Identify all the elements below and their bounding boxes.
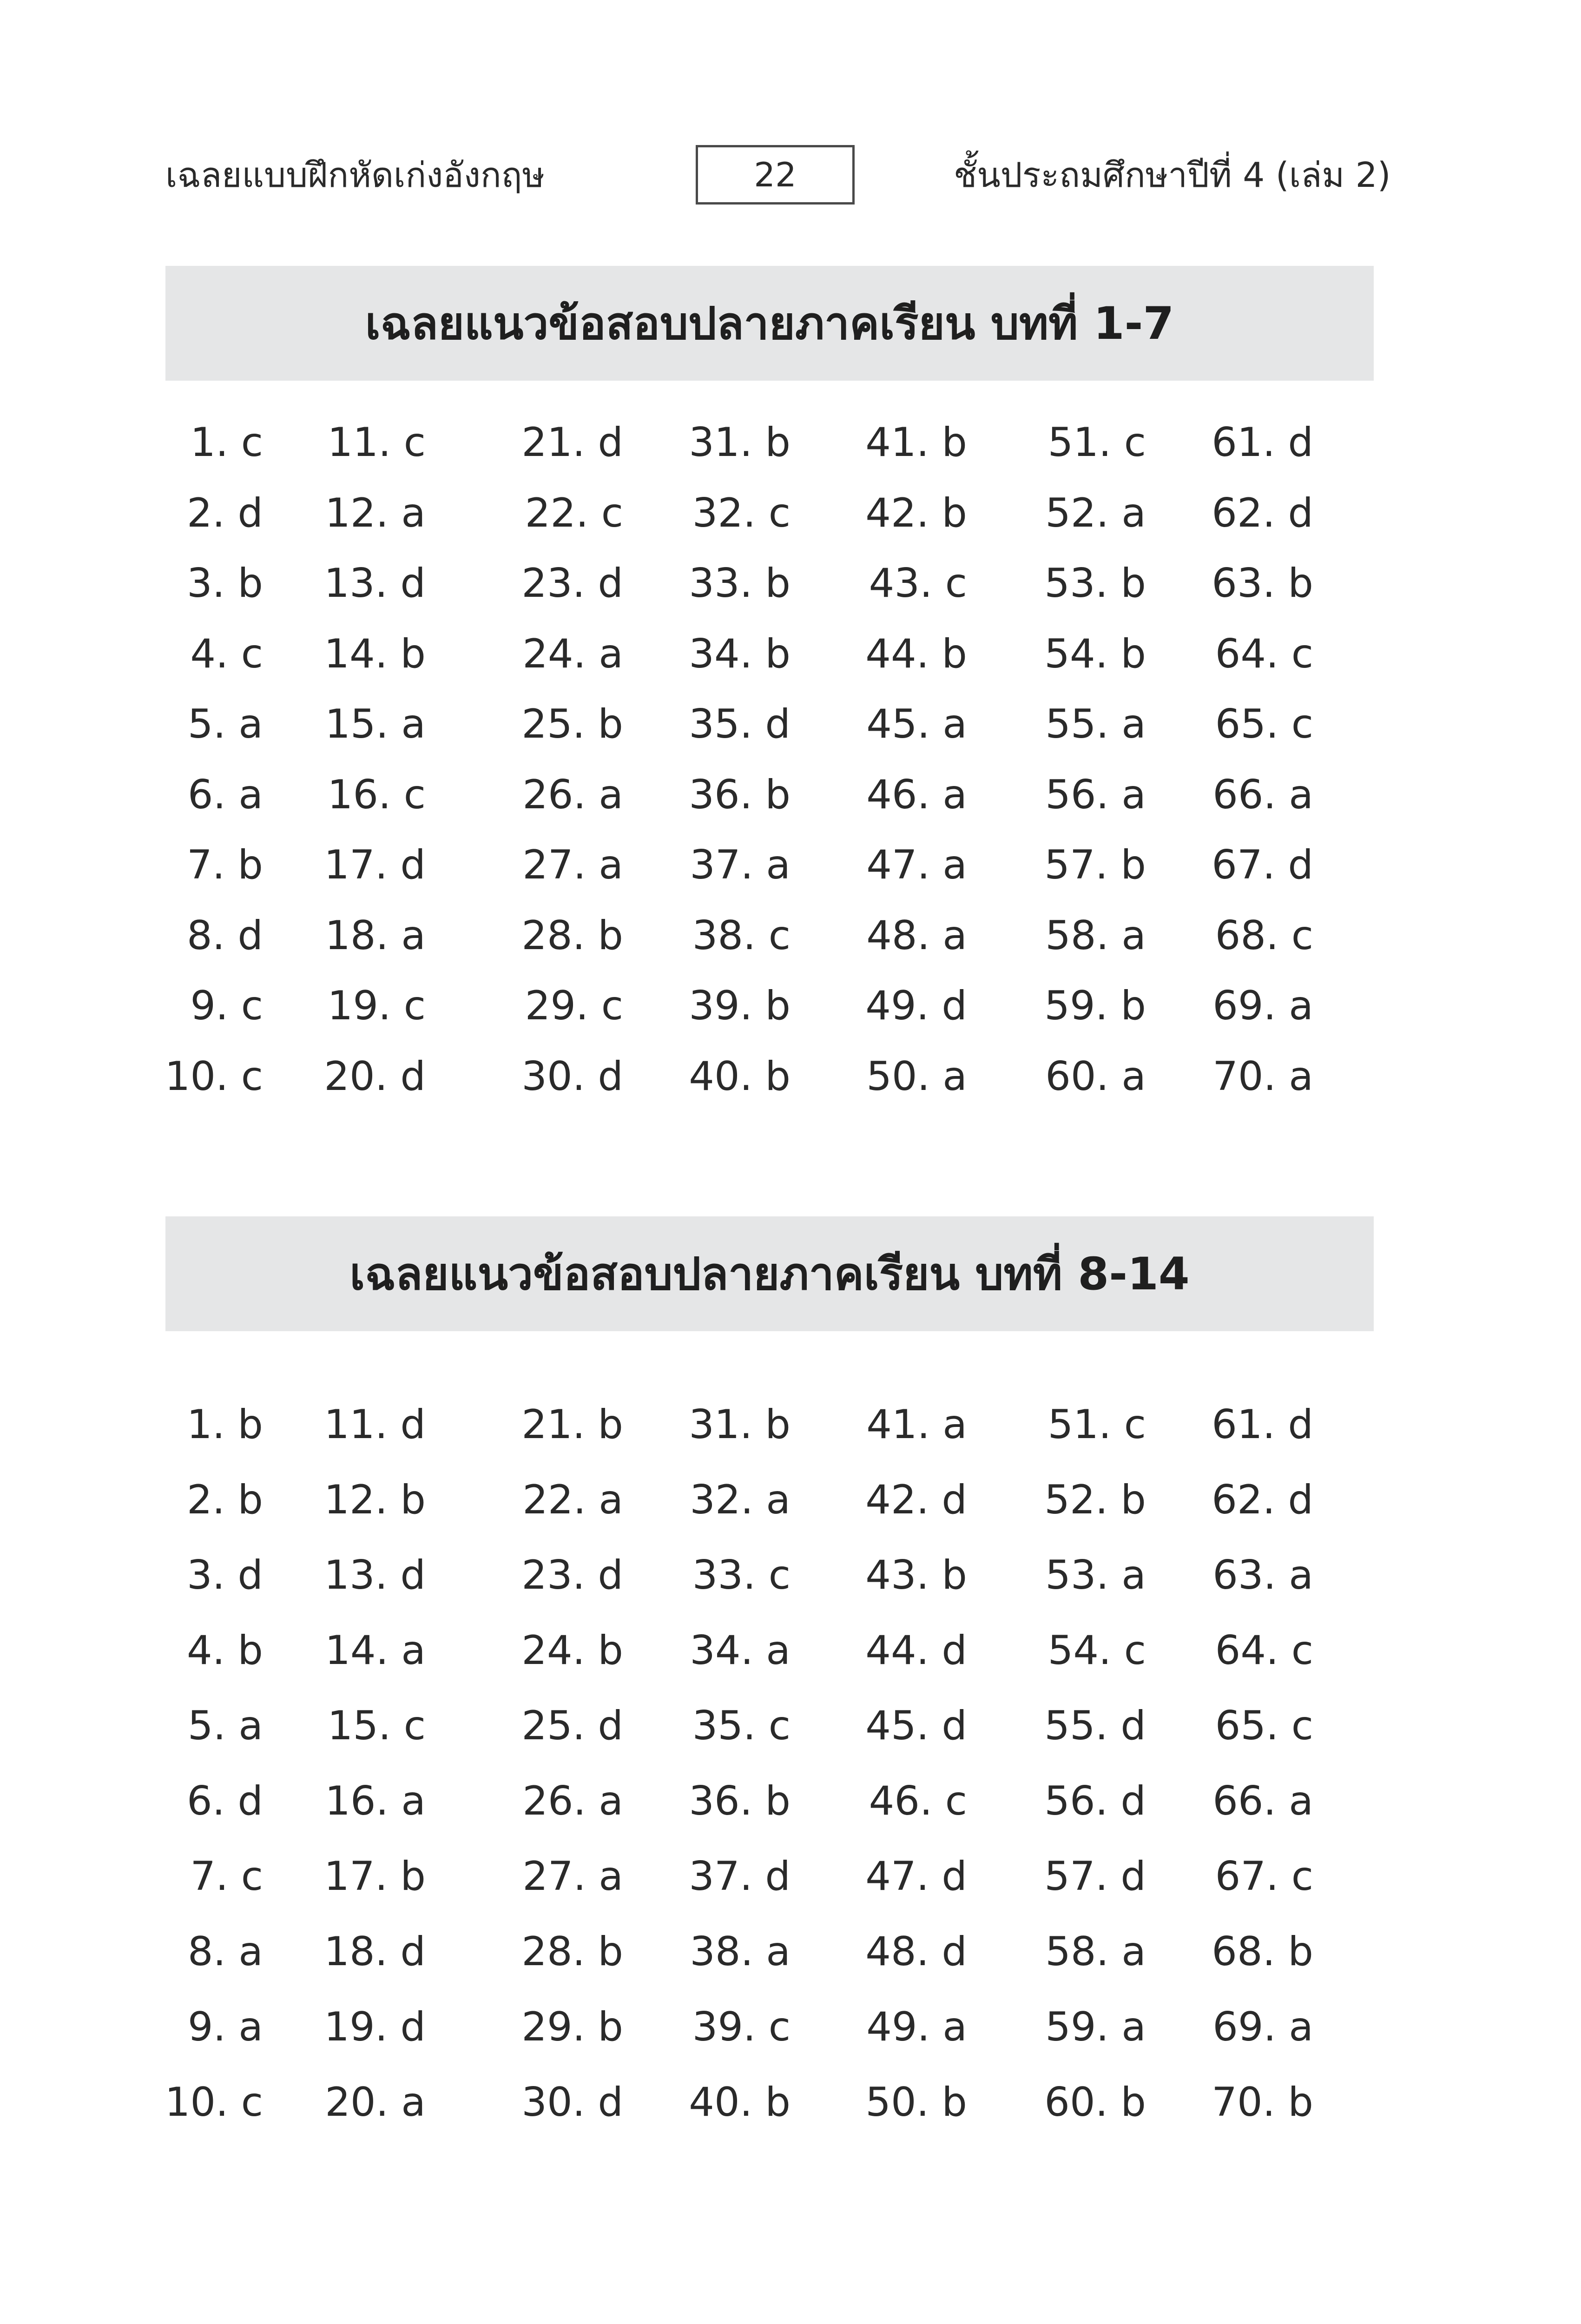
answer-item: 38. c: [692, 912, 790, 959]
answer-item: 42. b: [865, 490, 967, 536]
answer-item: 46. a: [866, 772, 967, 818]
answer-item: 51. c: [1047, 419, 1146, 466]
answer-item: 37. d: [689, 1853, 790, 1900]
answer-item: 34. a: [690, 1627, 790, 1674]
answer-item: 28. b: [521, 912, 623, 959]
answer-item: 22. a: [522, 1477, 623, 1523]
answer-item: 13. d: [324, 560, 426, 607]
answer-item: 14. a: [325, 1627, 426, 1674]
answer-item: 49. a: [866, 2004, 967, 2050]
answer-item: 50. b: [865, 2079, 967, 2126]
answer-item: 57. d: [1044, 1853, 1146, 1900]
answer-item: 10. c: [165, 1053, 263, 1100]
answer-item: 24. a: [522, 631, 623, 677]
answer-item: 63. b: [1212, 560, 1313, 607]
answer-item: 30. d: [521, 2079, 623, 2126]
answer-item: 15. c: [327, 1703, 426, 1749]
answer-item: 27. a: [522, 1853, 623, 1900]
answer-item: 16. a: [325, 1778, 426, 1824]
answer-item: 22. c: [525, 490, 623, 536]
answer-item: 20. a: [325, 2079, 426, 2126]
answer-item: 25. d: [521, 1703, 623, 1749]
answer-item: 51. c: [1047, 1401, 1146, 1448]
answer-item: 61. d: [1212, 1401, 1313, 1448]
answer-item: 26. a: [522, 772, 623, 818]
answer-item: 23. d: [521, 1552, 623, 1598]
answer-item: 21. b: [521, 1401, 623, 1448]
answer-item: 67. c: [1215, 1853, 1313, 1900]
answer-item: 25. b: [521, 701, 623, 747]
answer-item: 6. a: [187, 772, 263, 818]
answer-item: 19. d: [324, 2004, 426, 2050]
answer-item: 60. a: [1045, 1053, 1146, 1100]
answer-item: 13. d: [324, 1552, 426, 1598]
answer-item: 61. d: [1212, 419, 1313, 466]
answer-item: 41. a: [866, 1401, 967, 1448]
answer-item: 2. b: [187, 1477, 263, 1523]
answer-item: 9. c: [190, 983, 263, 1029]
answer-item: 32. a: [690, 1477, 790, 1523]
answer-item: 58. a: [1045, 1928, 1146, 1975]
answer-item: 37. a: [690, 842, 790, 888]
answer-item: 64. c: [1215, 631, 1313, 677]
answer-item: 33. c: [692, 1552, 790, 1598]
answer-item: 36. b: [689, 1778, 790, 1824]
answer-item: 7. c: [190, 1853, 263, 1900]
book-title: เฉลยแบบฝึกหัดเก่งอังกฤษ: [165, 155, 545, 195]
answer-item: 45. a: [866, 701, 967, 747]
answer-item: 42. d: [865, 1477, 967, 1523]
answer-item: 32. c: [692, 490, 790, 536]
answer-item: 18. d: [324, 1928, 426, 1975]
answer-item: 69. a: [1212, 983, 1313, 1029]
answer-item: 33. b: [689, 560, 790, 607]
answer-item: 46. c: [869, 1778, 967, 1824]
section-title-banner: [165, 1216, 1374, 1331]
answer-item: 70. b: [1212, 2079, 1313, 2126]
answer-item: 68. b: [1212, 1928, 1313, 1975]
answer-item: 29. c: [525, 983, 623, 1029]
answer-item: 3. d: [187, 1552, 263, 1598]
answer-item: 15. a: [325, 701, 426, 747]
answer-item: 56. a: [1045, 772, 1146, 818]
answer-item: 54. c: [1047, 1627, 1146, 1674]
answer-item: 70. a: [1212, 1053, 1313, 1100]
answer-item: 7. b: [187, 842, 263, 888]
answer-item: 67. d: [1212, 842, 1313, 888]
answer-item: 53. a: [1045, 1552, 1146, 1598]
answer-item: 24. b: [521, 1627, 623, 1674]
answer-item: 59. a: [1045, 2004, 1146, 2050]
answer-item: 39. c: [692, 2004, 790, 2050]
answer-item: 44. d: [865, 1627, 967, 1674]
answer-item: 40. b: [689, 2079, 790, 2126]
answer-item: 4. c: [190, 631, 263, 677]
answer-item: 8. d: [187, 912, 263, 959]
answer-section-1: [165, 266, 1374, 1100]
answer-item: 17. d: [324, 842, 426, 888]
answer-item: 9. a: [187, 2004, 263, 2050]
answer-item: 59. b: [1044, 983, 1146, 1029]
answer-item: 55. d: [1044, 1703, 1146, 1749]
section-title-banner: [165, 266, 1374, 381]
answer-item: 16. c: [327, 772, 426, 818]
answer-item: 5. a: [187, 1703, 263, 1749]
answer-item: 40. b: [689, 1053, 790, 1100]
answer-item: 49. d: [865, 983, 967, 1029]
answer-item: 19. c: [327, 983, 426, 1029]
section-title: เฉลยแนวข้อสอบปลายภาคเรียน บทที่ 8-14: [349, 1248, 1190, 1300]
answer-item: 56. d: [1044, 1778, 1146, 1824]
answer-item: 23. d: [521, 560, 623, 607]
answer-item: 17. b: [324, 1853, 426, 1900]
section-title: เฉลยแนวข้อสอบปลายภาคเรียน บทที่ 1-7: [365, 297, 1174, 350]
answer-item: 44. b: [865, 631, 967, 677]
page-header: [0, 0, 1581, 214]
answer-item: 58. a: [1045, 912, 1146, 959]
answer-item: 41. b: [865, 419, 967, 466]
answer-item: 30. d: [521, 1053, 623, 1100]
answer-item: 31. b: [689, 1401, 790, 1448]
answer-item: 18. a: [325, 912, 426, 959]
page-number: 22: [754, 155, 797, 194]
answer-item: 64. c: [1215, 1627, 1313, 1674]
answer-item: 68. c: [1215, 912, 1313, 959]
answer-item: 6. d: [187, 1778, 263, 1824]
answer-item: 10. c: [165, 2079, 263, 2126]
answer-item: 38. a: [690, 1928, 790, 1975]
answer-item: 62. d: [1212, 1477, 1313, 1523]
answer-item: 12. b: [324, 1477, 426, 1523]
answer-item: 60. b: [1044, 2079, 1146, 2126]
answer-item: 12. a: [325, 490, 426, 536]
answer-item: 65. c: [1215, 701, 1313, 747]
answer-item: 62. d: [1212, 490, 1313, 536]
answer-item: 1. b: [187, 1401, 263, 1448]
answer-item: 43. c: [869, 560, 967, 607]
answer-item: 36. b: [689, 772, 790, 818]
answer-item: 35. d: [689, 701, 790, 747]
answer-item: 66. a: [1212, 1778, 1313, 1824]
answer-item: 57. b: [1044, 842, 1146, 888]
answer-item: 27. a: [522, 842, 623, 888]
answer-item: 48. d: [865, 1928, 967, 1975]
answer-item: 53. b: [1044, 560, 1146, 607]
answer-item: 39. b: [689, 983, 790, 1029]
answer-item: 4. b: [187, 1627, 263, 1674]
answer-item: 11. d: [324, 1401, 426, 1448]
answer-item: 26. a: [522, 1778, 623, 1824]
answer-item: 45. d: [865, 1703, 967, 1749]
answer-item: 35. c: [692, 1703, 790, 1749]
grade-level: ชั้นประถมศึกษาปีที่ 4 (เล่ม 2): [954, 155, 1391, 195]
answer-item: 52. b: [1044, 1477, 1146, 1523]
answer-item: 52. a: [1045, 490, 1146, 536]
answer-item: 3. b: [187, 560, 263, 607]
answer-item: 48. a: [866, 912, 967, 959]
answer-item: 65. c: [1215, 1703, 1313, 1749]
answer-item: 43. b: [865, 1552, 967, 1598]
answer-item: 11. c: [327, 419, 426, 466]
answer-item: 55. a: [1045, 701, 1146, 747]
answer-item: 20. d: [324, 1053, 426, 1100]
answer-item: 29. b: [521, 2004, 623, 2050]
answer-item: 63. a: [1212, 1552, 1313, 1598]
answer-item: 69. a: [1212, 2004, 1313, 2050]
answer-item: 66. a: [1212, 772, 1313, 818]
answer-item: 50. a: [866, 1053, 967, 1100]
answer-item: 14. b: [324, 631, 426, 677]
answer-item: 2. d: [187, 490, 263, 536]
answer-item: 34. b: [689, 631, 790, 677]
answer-section-2: [165, 1216, 1374, 2126]
answer-item: 28. b: [521, 1928, 623, 1975]
answer-item: 31. b: [689, 419, 790, 466]
page-number-box: [696, 145, 855, 205]
answer-item: 54. b: [1044, 631, 1146, 677]
answer-item: 21. d: [521, 419, 623, 466]
answer-item: 8. a: [187, 1928, 263, 1975]
answer-item: 47. d: [865, 1853, 967, 1900]
answer-item: 5. a: [187, 701, 263, 747]
answer-item: 47. a: [866, 842, 967, 888]
answer-item: 1. c: [190, 419, 263, 466]
